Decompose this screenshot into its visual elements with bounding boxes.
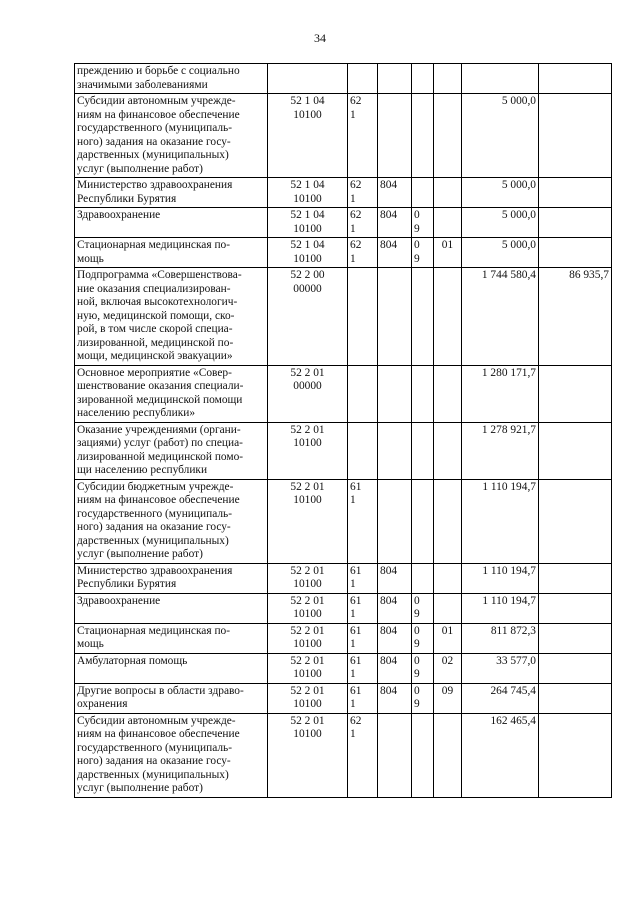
item-name-line: Республики Бурятия <box>77 192 177 205</box>
section-code-cell <box>412 268 434 366</box>
department-code-cell <box>378 365 412 422</box>
subsection-code-cell <box>434 365 462 422</box>
section-code-cell <box>412 365 434 422</box>
amount-cell: 5 000,0 <box>462 208 539 238</box>
table-row <box>75 479 612 563</box>
department-code-cell <box>378 422 412 479</box>
amount-secondary-cell <box>539 365 612 422</box>
target-article-code-cell: 52 2 01 10100 <box>268 563 348 593</box>
subsection-code-cell <box>434 268 462 366</box>
amount-secondary-cell <box>539 64 612 94</box>
item-name-line: государственного (муниципаль- <box>77 122 233 134</box>
item-name-line: услуг (выполнение работ) <box>77 782 203 794</box>
subsection-code-cell: 02 <box>434 653 462 683</box>
item-name-line: ной, включая высокотехнологич- <box>77 296 238 308</box>
expense-type-cell: 62 1 <box>348 713 378 797</box>
table-row <box>75 268 612 366</box>
item-name-line: значимыми заболеваниями <box>77 78 208 91</box>
target-article-code-cell: 52 2 01 10100 <box>268 623 348 653</box>
item-name-line: Здравоохранение <box>77 209 161 221</box>
item-name-line: Подпрограмма «Совершенствова- <box>77 269 242 281</box>
subsection-code-cell <box>434 563 462 593</box>
amount-cell: 1 110 194,7 <box>462 479 539 563</box>
amount-secondary-cell <box>539 208 612 238</box>
amount-secondary-cell <box>539 422 612 479</box>
target-article-code-cell: 52 1 04 10100 <box>268 94 348 178</box>
item-name-line: охранения <box>77 698 128 710</box>
section-code-cell: 0 9 <box>412 683 434 713</box>
department-code-cell <box>378 94 412 178</box>
table-row <box>75 653 612 683</box>
item-name-line: Здравоохранение <box>77 594 161 607</box>
section-code-cell: 0 9 <box>412 593 434 623</box>
item-name-line: услуг (выполнение работ) <box>77 548 203 560</box>
section-code-cell: 0 9 <box>412 623 434 653</box>
table-row <box>75 713 612 797</box>
amount-cell: 1 280 171,7 <box>462 365 539 422</box>
item-name-line: ного) задания на оказание госу- <box>77 135 231 148</box>
target-article-code-cell: 52 2 01 10100 <box>268 593 348 623</box>
table-row <box>75 623 612 653</box>
target-article-code-cell: 52 2 01 10100 <box>268 653 348 683</box>
table-row <box>75 178 612 208</box>
expense-type-cell <box>348 365 378 422</box>
item-name-cell <box>75 653 268 683</box>
section-code-cell <box>412 563 434 593</box>
table-row <box>75 64 612 94</box>
department-code-cell: 804 <box>378 208 412 238</box>
department-code-cell <box>378 713 412 797</box>
amount-secondary-cell <box>539 623 612 653</box>
expense-type-cell: 61 1 <box>348 593 378 623</box>
department-code-cell <box>378 64 412 94</box>
amount-cell: 811 872,3 <box>462 623 539 653</box>
amount-cell: 1 110 194,7 <box>462 563 539 593</box>
page-number: 34 <box>314 31 326 45</box>
item-name-line: Субсидии автономным учрежде- <box>77 714 236 727</box>
item-name-line: щи населению республики <box>77 464 208 476</box>
expense-type-cell: 62 1 <box>348 94 378 178</box>
table-row <box>75 683 612 713</box>
expense-type-cell: 61 1 <box>348 653 378 683</box>
item-name-cell <box>75 64 268 94</box>
amount-secondary-cell <box>539 593 612 623</box>
amount-cell: 1 110 194,7 <box>462 593 539 623</box>
amount-cell: 5 000,0 <box>462 94 539 178</box>
item-name-cell <box>75 623 268 653</box>
item-name-line: мощь <box>77 252 104 265</box>
item-name-line: Другие вопросы в области здраво- <box>77 684 244 697</box>
item-name-line: преждению и борьбе с социально <box>77 65 240 77</box>
item-name-line: мощи, медицинской эвакуации» <box>77 350 233 362</box>
item-name-line: Субсидии бюджетным учрежде- <box>77 480 234 493</box>
target-article-code-cell: 52 2 01 10100 <box>268 683 348 713</box>
item-name-line: населению республики» <box>77 407 196 419</box>
section-code-cell <box>412 94 434 178</box>
table-row <box>75 593 612 623</box>
section-code-cell: 0 9 <box>412 238 434 268</box>
table-row <box>75 208 612 238</box>
item-name-line: лизированной медицинской помо- <box>77 450 244 463</box>
subsection-code-cell <box>434 178 462 208</box>
item-name-line: Оказание учреждениями (органи- <box>77 423 241 436</box>
amount-cell: 1 278 921,7 <box>462 422 539 479</box>
department-code-cell <box>378 268 412 366</box>
item-name-line: государственного (муниципаль- <box>77 507 233 520</box>
department-code-cell: 804 <box>378 563 412 593</box>
item-name-line: шенствование оказания специали- <box>77 380 244 392</box>
item-name-cell <box>75 268 268 366</box>
item-name-line: зированной медицинской помощи <box>77 393 243 406</box>
item-name-line: ниям на финансовое обеспечение <box>77 494 240 506</box>
item-name-cell <box>75 208 268 238</box>
target-article-code-cell: 52 1 04 10100 <box>268 238 348 268</box>
item-name-line: дарственных (муниципальных) <box>77 149 229 161</box>
section-code-cell: 0 9 <box>412 653 434 683</box>
item-name-line: Основное мероприятие «Совер- <box>77 366 232 379</box>
section-code-cell: 0 9 <box>412 208 434 238</box>
subsection-code-cell <box>434 64 462 94</box>
amount-cell: 162 465,4 <box>462 713 539 797</box>
item-name-cell <box>75 422 268 479</box>
department-code-cell: 804 <box>378 238 412 268</box>
amount-secondary-cell <box>539 563 612 593</box>
target-article-code-cell: 52 1 04 10100 <box>268 178 348 208</box>
amount-cell: 33 577,0 <box>462 653 539 683</box>
amount-secondary-cell <box>539 479 612 563</box>
item-name-line: ниям на финансовое обеспечение <box>77 728 240 740</box>
item-name-cell <box>75 683 268 713</box>
subsection-code-cell: 01 <box>434 238 462 268</box>
item-name-cell <box>75 713 268 797</box>
item-name-line: лизированной, медицинской по- <box>77 336 234 349</box>
item-name-line: Амбулаторная помощь <box>77 654 188 667</box>
target-article-code-cell <box>268 64 348 94</box>
target-article-code-cell: 52 2 01 00000 <box>268 365 348 422</box>
subsection-code-cell <box>434 479 462 563</box>
target-article-code-cell: 52 2 01 10100 <box>268 713 348 797</box>
item-name-line: зациями) услуг (работ) по специа- <box>77 437 243 449</box>
item-name-cell <box>75 563 268 593</box>
amount-secondary-cell <box>539 713 612 797</box>
item-name-line: ного) задания на оказание госу- <box>77 521 231 533</box>
amount-cell: 264 745,4 <box>462 683 539 713</box>
subsection-code-cell <box>434 94 462 178</box>
department-code-cell: 804 <box>378 623 412 653</box>
item-name-line: Субсидии автономным учрежде- <box>77 95 236 107</box>
amount-secondary-cell <box>539 178 612 208</box>
target-article-code-cell: 52 1 04 10100 <box>268 208 348 238</box>
item-name-line: ние оказания специализирован- <box>77 282 231 295</box>
department-code-cell: 804 <box>378 593 412 623</box>
amount-cell <box>462 64 539 94</box>
expense-type-cell <box>348 64 378 94</box>
department-code-cell: 804 <box>378 683 412 713</box>
item-name-line: Стационарная медицинская по- <box>77 624 231 637</box>
item-name-cell <box>75 365 268 422</box>
item-name-line: государственного (муниципаль- <box>77 741 233 754</box>
expense-type-cell: 62 1 <box>348 208 378 238</box>
section-code-cell <box>412 178 434 208</box>
table-row <box>75 365 612 422</box>
expense-type-cell: 62 1 <box>348 238 378 268</box>
item-name-line: дарственных (муниципальных) <box>77 534 229 547</box>
amount-secondary-cell <box>539 653 612 683</box>
subsection-code-cell: 09 <box>434 683 462 713</box>
amount-secondary-cell <box>539 683 612 713</box>
section-code-cell <box>412 64 434 94</box>
item-name-line: мощь <box>77 638 104 650</box>
table-row <box>75 94 612 178</box>
item-name-line: Стационарная медицинская по- <box>77 239 231 251</box>
department-code-cell: 804 <box>378 653 412 683</box>
item-name-line: Министерство здравоохранения <box>77 564 233 577</box>
target-article-code-cell: 52 2 00 00000 <box>268 268 348 366</box>
amount-secondary-cell <box>539 238 612 268</box>
item-name-line: Министерство здравоохранения <box>77 179 233 191</box>
subsection-code-cell <box>434 713 462 797</box>
item-name-line: дарственных (муниципальных) <box>77 768 229 781</box>
expense-type-cell <box>348 422 378 479</box>
item-name-line: рой, в том числе скорой специа- <box>77 323 233 335</box>
table-row <box>75 422 612 479</box>
item-name-cell <box>75 238 268 268</box>
subsection-code-cell: 01 <box>434 623 462 653</box>
item-name-cell <box>75 94 268 178</box>
item-name-line: ниям на финансовое обеспечение <box>77 108 240 121</box>
target-article-code-cell: 52 2 01 10100 <box>268 479 348 563</box>
item-name-line: Республики Бурятия <box>77 578 177 590</box>
budget-table <box>74 63 612 798</box>
item-name-line: ную, медицинской помощи, ско- <box>77 309 235 322</box>
amount-secondary-cell <box>539 94 612 178</box>
item-name-cell <box>75 593 268 623</box>
department-code-cell <box>378 479 412 563</box>
section-code-cell <box>412 422 434 479</box>
expense-type-cell: 61 1 <box>348 623 378 653</box>
table-row <box>75 238 612 268</box>
item-name-cell <box>75 178 268 208</box>
amount-cell: 5 000,0 <box>462 178 539 208</box>
section-code-cell <box>412 713 434 797</box>
item-name-line: услуг (выполнение работ) <box>77 162 203 175</box>
subsection-code-cell <box>434 593 462 623</box>
department-code-cell: 804 <box>378 178 412 208</box>
expense-type-cell <box>348 268 378 366</box>
expense-type-cell: 61 1 <box>348 479 378 563</box>
item-name-cell <box>75 479 268 563</box>
target-article-code-cell: 52 2 01 10100 <box>268 422 348 479</box>
table-row <box>75 563 612 593</box>
amount-secondary-cell: 86 935,7 <box>539 268 612 366</box>
amount-cell: 5 000,0 <box>462 238 539 268</box>
section-code-cell <box>412 479 434 563</box>
amount-cell: 1 744 580,4 <box>462 268 539 366</box>
expense-type-cell: 61 1 <box>348 683 378 713</box>
subsection-code-cell <box>434 208 462 238</box>
item-name-line: ного) задания на оказание госу- <box>77 755 231 767</box>
expense-type-cell: 61 1 <box>348 563 378 593</box>
expense-type-cell: 62 1 <box>348 178 378 208</box>
budget-table-body <box>75 64 612 798</box>
subsection-code-cell <box>434 422 462 479</box>
